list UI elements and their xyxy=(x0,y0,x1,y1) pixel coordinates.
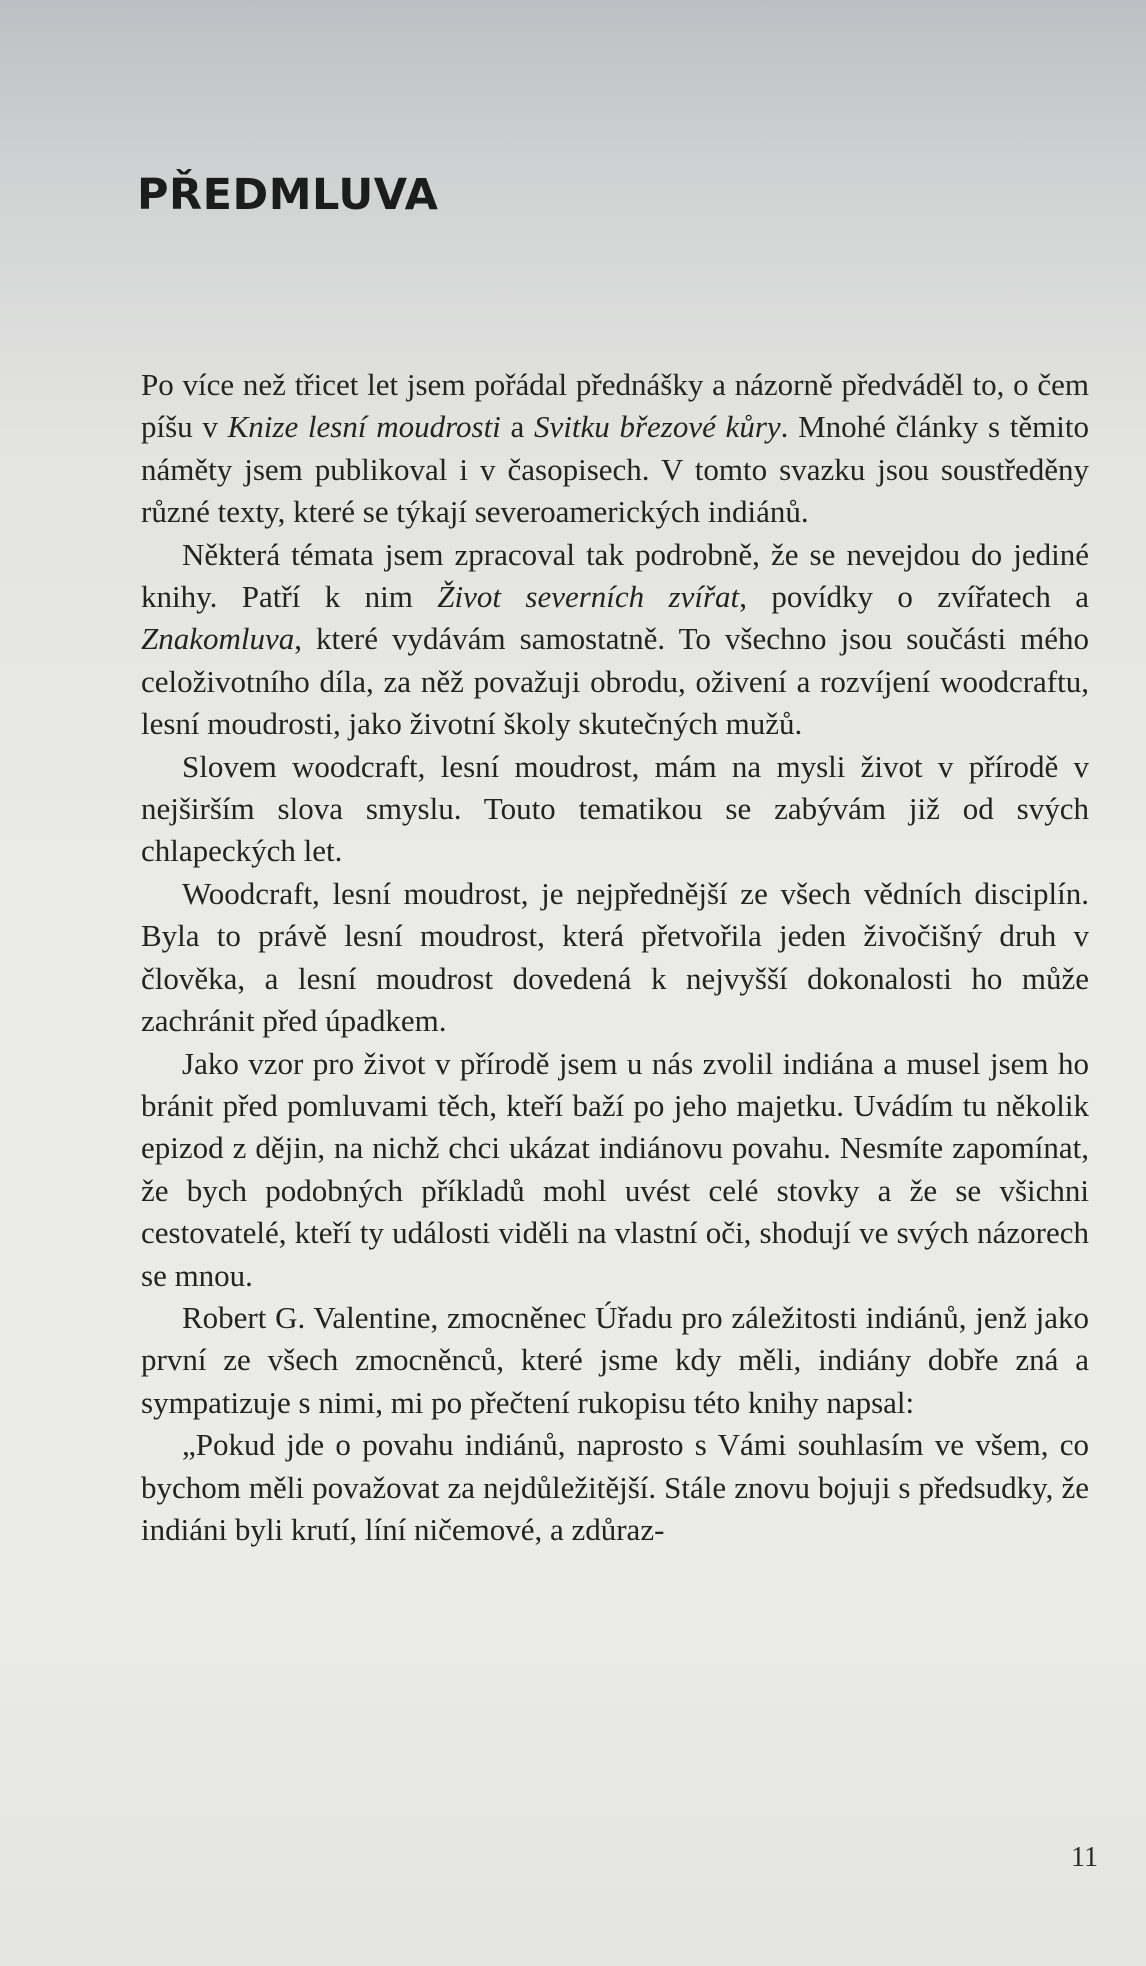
paragraph-7 xyxy=(141,1424,1089,1551)
paragraph-1 xyxy=(141,364,1089,534)
chapter-heading: PŘEDMLUVA xyxy=(137,170,439,220)
italic-title: Život severních zvířat xyxy=(437,579,740,615)
italic-title: Znakomluva xyxy=(141,621,295,657)
text-run: . Mnohé články s těmito náměty jsem publikoval i v časopisech. V tomto svazku jsou soustředěny různé texty, které se týkají severoamerických indiánů. xyxy=(141,409,1089,530)
text-run: , povídky o zvířatech a xyxy=(739,579,1090,615)
text-run: Robert G. Valentine, zmocněnec Úřadu pro záležitosti indiánů, jenž jako první ze všech zmocněnců, které jsme kdy měli, indiány dobře zná a sympatizuje s nimi, mi po přečtení rukopisu této knihy napsal: xyxy=(141,1299,1089,1420)
text-run: „Pokud jde o povahu indiánů, naprosto s Vámi souhlasím ve všem, co bychom měli považovat za nejdůležitější. Stále znovu bojuji s předsudky, že indiáni byli krutí, líní ničemové, a zdůraz- xyxy=(141,1427,1089,1547)
body-text xyxy=(141,364,1089,1551)
italic-title: Knize lesní moudrosti xyxy=(227,409,501,445)
text-run: Slovem woodcraft, lesní moudrost, mám na mysli život v přírodě v nejširším slova smyslu. Touto tematikou se zabývám již od svých chlapeckých let. xyxy=(141,748,1089,869)
text-run: Některá témata jsem zpracoval tak podrobně, že se nevejdou do jediné knihy. Patří k nim xyxy=(141,536,1089,615)
paragraph-4 xyxy=(141,873,1089,1043)
text-run: , které vydávám samostatně. To všechno jsou součásti mého celoživotního díla, za něž považuji obrodu, oživení a rozvíjení woodcraftu, lesní moudrosti, jako životní školy skutečných mužů. xyxy=(141,621,1089,742)
text-run: Woodcraft, lesní moudrost, je nejpřednější ze všech vědních disciplín. Byla to právě lesní moudrost, která přetvořila jeden živočišný druh v člověka, a lesní moudrost dovedená k nejvyšší dokonalosti ho může zachránit před úpadkem. xyxy=(141,875,1089,1039)
paragraph-6 xyxy=(141,1297,1089,1424)
bleed-through-header xyxy=(720,76,1100,91)
page-number: 11 xyxy=(1071,1842,1098,1873)
paragraph-3 xyxy=(141,746,1089,873)
paragraph-5 xyxy=(141,1043,1089,1297)
italic-title: Svitku březové kůry xyxy=(533,409,781,445)
text-run: Jako vzor pro život v přírodě jsem u nás zvolil indiána a musel jsem ho bránit před pomluvami těch, kteří baží po jeho majetku. Uvádím tu několik epizod z dějin, na nichž chci ukázat indiánovu povahu. Nesmíte zapomínat, že bych podobných příkladů mohl uvést celé stovky a že se všichni cestovatelé, kteří ty události viděli na vlastní oči, shodují ve svých názorech se mnou. xyxy=(141,1045,1089,1293)
text-run: a xyxy=(500,409,534,445)
paragraph-2 xyxy=(141,534,1089,746)
text-run: Po více než třicet let jsem pořádal přednášky a názorně předváděl to, o čem píšu v xyxy=(141,367,1089,445)
